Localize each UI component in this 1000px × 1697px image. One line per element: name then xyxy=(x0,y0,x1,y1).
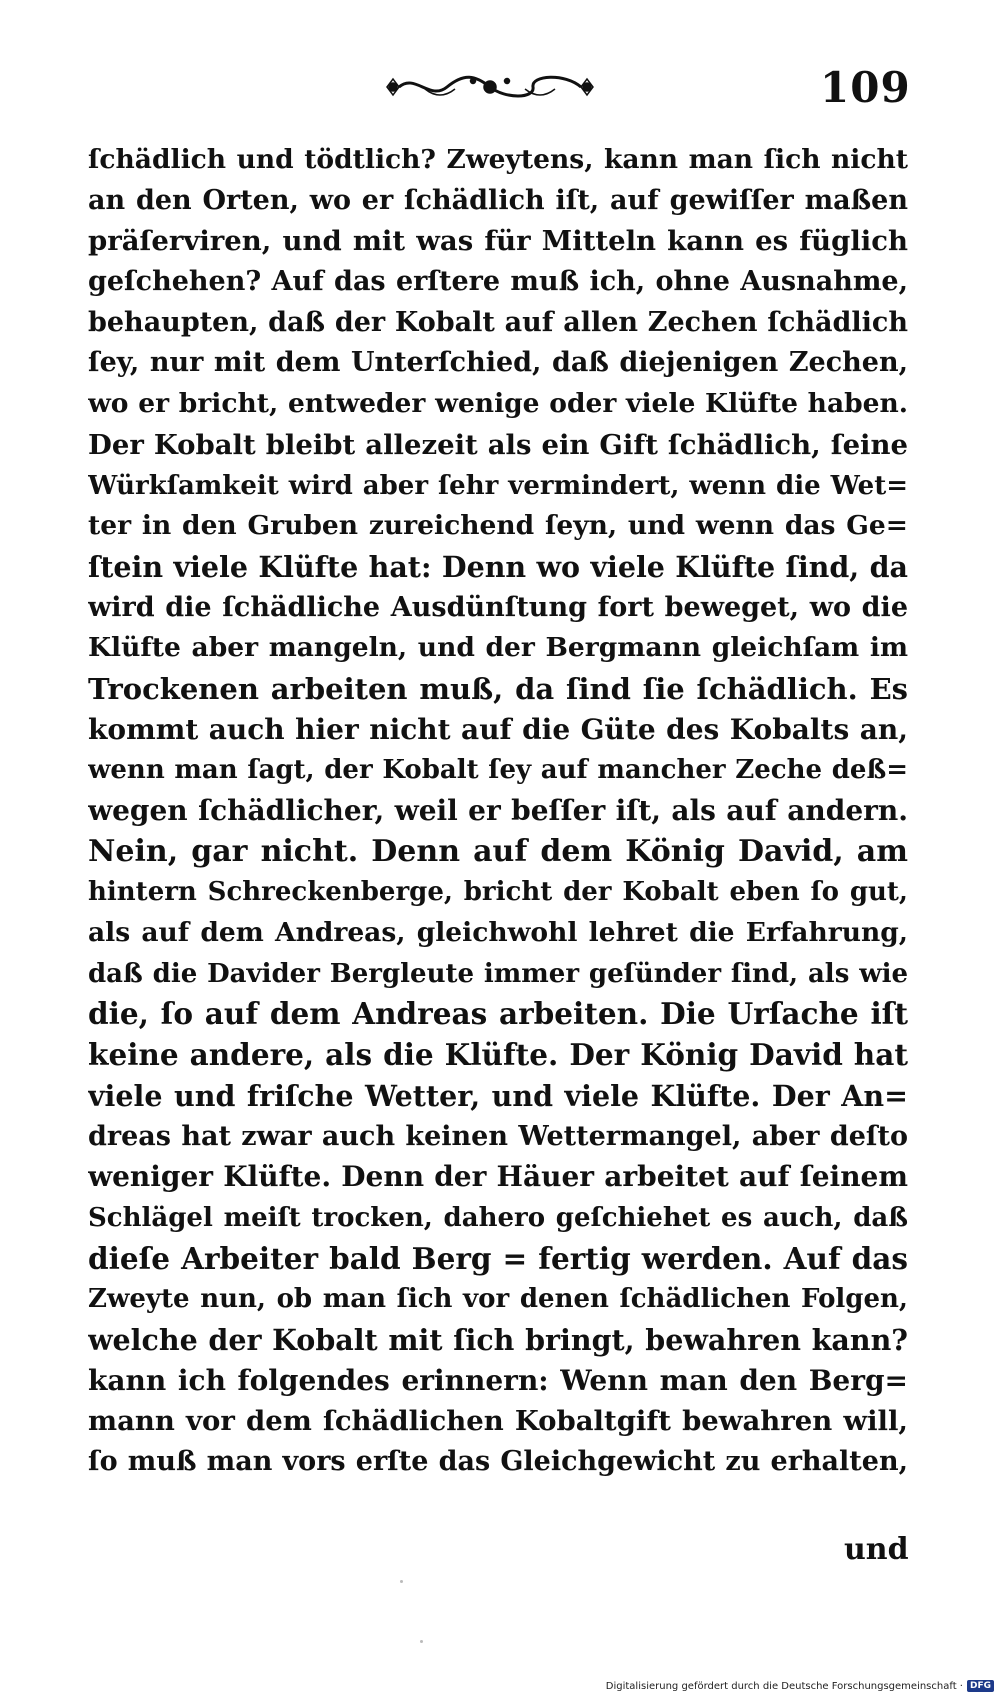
paper-speck xyxy=(400,1580,403,1583)
page-header xyxy=(0,55,1000,115)
text-line: ſchädlich und tödtlich? Zweytens, kann man ſich nicht xyxy=(88,144,908,175)
text-line: weniger Klüfte. Denn der Häuer arbeitet auf ſeinem xyxy=(88,1160,908,1194)
text-line: hintern Schreckenberge, bricht der Kobalt eben ſo gut, xyxy=(88,877,908,908)
digitization-footer xyxy=(606,1678,994,1694)
text-line: Nein, gar nicht. Denn auf dem König David, am xyxy=(88,833,908,869)
catchword: und xyxy=(844,1532,909,1567)
text-line: ſo muß man vors erſte das Gleichgewicht zu erhalten, xyxy=(88,1446,908,1477)
text-line: an den Orten, wo er ſchädlich iſt, auf gewiſſer maßen xyxy=(88,184,908,216)
text-line: präſerviren, und mit was für Mitteln kann es füglich xyxy=(88,225,908,258)
text-line: Würkſamkeit wird aber ſehr vermindert, wenn die Wet= xyxy=(88,470,908,501)
footer-credit: Digitalisierung gefördert durch die Deutsche Forschungsgemeinschaft · xyxy=(605,1680,963,1692)
text-line: dreas hat zwar auch keinen Wettermangel, aber deſto xyxy=(88,1120,908,1152)
text-line: Schlägel meiſt trocken, dahero geſchiehet es auch, daß xyxy=(88,1202,908,1233)
text-line: geſchehen? Auf das erſtere muß ich, ohne Ausnahme, xyxy=(88,266,908,298)
text-line: ſtein viele Klüfte hat: Denn wo viele Klüfte ſind, da xyxy=(88,549,908,584)
text-line: mann vor dem ſchädlichen Kobaltgift bewahren will, xyxy=(88,1405,908,1438)
ornament-vignette xyxy=(385,67,595,107)
text-line: viele und friſche Wetter, und viele Klüfte. Der An= xyxy=(88,1078,908,1113)
text-line: dieſe Arbeiter bald Berg = fertig werden. Auf das xyxy=(88,1240,908,1276)
text-line: wegen ſchädlicher, weil er beſſer iſt, als auf andern. xyxy=(88,794,908,827)
text-line: ter in den Gruben zureichend ſeyn, und wenn das Ge= xyxy=(88,510,908,542)
paper-speck xyxy=(420,1640,423,1643)
text-line: Klüfte aber mangeln, und der Bergmann gleichſam im xyxy=(88,632,908,664)
dfg-logo: DFG xyxy=(967,1680,994,1692)
text-line: als auf dem Andreas, gleichwohl lehret die Erfahrung, xyxy=(88,917,908,949)
text-line: ſey, nur mit dem Unterſchied, daß diejenigen Zechen, xyxy=(88,347,908,379)
body-text xyxy=(88,140,908,1483)
text-line: daß die Davider Bergleute immer geſünder ſind, als wie xyxy=(88,958,908,989)
text-line: wird die ſchädliche Ausdünſtung fort beweget, wo die xyxy=(88,591,908,623)
text-line: kann ich folgendes erinnern: Wenn man den Berg= xyxy=(88,1363,908,1397)
text-line: Der Kobalt bleibt allezeit als ein Gift ſchädlich, ſeine xyxy=(88,428,908,461)
text-line: wo er bricht, entweder wenige oder viele Klüfte haben. xyxy=(88,388,908,420)
text-line: keine andere, als die Klüfte. Der König David hat xyxy=(88,1037,908,1073)
text-line: kommt auch hier nicht auf die Güte des Kobalts an, xyxy=(88,712,908,746)
page-number: 109 xyxy=(820,63,911,112)
text-line: wenn man ſagt, der Kobalt ſey auf mancher Zeche deß= xyxy=(88,755,908,786)
text-line: Zweyte nun, ob man ſich vor denen ſchädlichen Folgen, xyxy=(88,1284,908,1315)
text-line: behaupten, daß der Kobalt auf allen Zechen ſchädlich xyxy=(88,306,908,338)
text-line: die, ſo auf dem Andreas arbeiten. Die Urſache iſt xyxy=(88,996,908,1032)
text-line: Trockenen arbeiten muß, da ſind ſie ſchädlich. Es xyxy=(88,671,908,706)
text-line: welche der Kobalt mit ſich bringt, bewahren kann? xyxy=(88,1322,908,1357)
